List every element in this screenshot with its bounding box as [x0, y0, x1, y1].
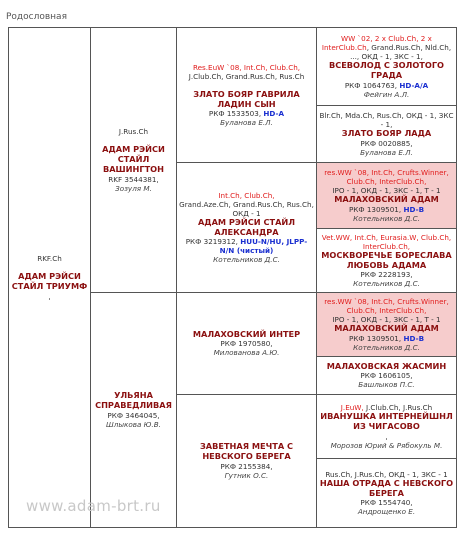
g5-cell: [317, 293, 457, 357]
g1-cell: [317, 28, 457, 106]
g2-name[interactable]: ЗЛАТО БОЯР ЛАДА: [341, 128, 432, 139]
g4-titles-highlight: Vet.WW, Int.Ch, Eurasia.W, Club.Ch, InterClub.Ch,: [321, 232, 452, 251]
sd-owner: Котельников Д.С.: [213, 255, 280, 265]
g4-reg: РКФ 2228193,: [360, 270, 413, 280]
g7-titles: J.Club.Ch, J.Rus.Ch: [366, 403, 433, 413]
ds-reg: РКФ 1970580,: [220, 339, 273, 349]
ss-owner: Буланова Е.Л.: [220, 118, 273, 128]
g8-name[interactable]: НАША ОТРАДА С НЕВСКОГО БЕРЕГА: [319, 477, 454, 498]
subject-title: RKF.Ch: [37, 254, 62, 264]
dd-name[interactable]: ЗАВЕТНАЯ МЕЧТА С НЕВСКОГО БЕРЕГА: [199, 441, 294, 461]
g5-titles: IPO - 1, ОКД - 1, ЗКС - 1, Т - 1: [332, 315, 441, 325]
subject-name[interactable]: АДАМ РЭЙСИ СТАЙЛ ТРИУМФ: [11, 271, 88, 291]
g5-reg: РКФ 1309501,: [348, 333, 402, 343]
g4-name[interactable]: МОСКВОРЕЧЬЕ БОРЕСЛАВА ЛЮБОВЬ АДАМА: [321, 249, 452, 270]
g7-cell: [317, 395, 457, 459]
g7-owner: Морозов Юрий & Рябокуль М.: [330, 440, 443, 450]
g1-titles-highlight: WW `02, 2 x Club.Ch, 2 x InterClub.Ch: [321, 34, 432, 53]
ss-name[interactable]: ЗЛАТО БОЯР ГАВРИЛА ЛАДИН СЫН: [193, 88, 300, 109]
dd-reg: РКФ 2155384,: [220, 461, 273, 471]
g8-owner: Андрощенко Е.: [357, 507, 416, 517]
g3-cell: [317, 163, 457, 229]
g8-titles: Rus.Ch, J.Rus.Ch, ОКД - 1, ЗКС - 1: [325, 469, 448, 479]
g2-titles: Blr.Ch, Mda.Ch, Rus.Ch, ОКД - 1, ЗКС - 1,: [319, 111, 454, 130]
g6-owner: Башлыков П.С.: [358, 380, 415, 390]
sd-name[interactable]: АДАМ РЭЙСИ СТАЙЛ АЛЕКСАНДРА: [197, 216, 296, 237]
sd-titles-highlight: Int.Ch, Club.Ch,: [218, 190, 275, 200]
g6-cell: [317, 357, 457, 395]
sire-owner: Зозуля М.: [115, 183, 152, 193]
g5-name[interactable]: МАЛАХОВСКИЙ АДАМ: [334, 323, 439, 334]
sire-titles: J.Rus.Ch: [118, 127, 149, 137]
dam-owner: Шлыкова Ю.В.: [106, 419, 161, 429]
g2-cell: [317, 106, 457, 163]
ss-titles-highlight: Res.EuW `08, Int.Ch, Club.Ch,: [192, 62, 301, 72]
g6-reg: РКФ 1606105,: [360, 371, 413, 381]
ds-name[interactable]: МАЛАХОВСКИЙ ИНТЕР: [192, 328, 301, 339]
pedigree-caption: Родословная: [6, 12, 67, 22]
sire-sire-cell: [177, 28, 317, 163]
g4-owner: Котельников Д.С.: [353, 279, 420, 289]
sd-reg: РКФ 3219312,: [185, 237, 238, 247]
site-watermark: www.adam-brt.ru: [26, 497, 161, 515]
g4-cell: [317, 229, 457, 293]
g1-owner: Фейгин А.Л.: [363, 89, 410, 99]
g8-reg: РКФ 1554740,: [360, 498, 413, 508]
g8-cell: [317, 459, 457, 528]
g5-titles-highlight: res.WW `08, Int.Ch, Crufts.Winner, Club.Ch, InterClub.Ch,: [324, 297, 449, 316]
g1-name[interactable]: ВСЕВОЛОД С ЗОЛОТОГО ГРАДА: [328, 60, 445, 80]
g3-owner: Котельников Д.С.: [353, 213, 420, 223]
g7-titles-highlight: J.EuW,: [340, 403, 364, 413]
dd-owner: Гутник О.С.: [224, 470, 269, 480]
dam-cell: [91, 293, 177, 528]
sire-cell: [91, 28, 177, 293]
sd-hd: HUU-N/HU, JLPP-N/N (чистый): [219, 237, 308, 256]
g1-reg: РКФ 1064763,: [344, 80, 398, 90]
g3-hd: HD-B: [403, 204, 425, 214]
dam-sire-cell: [177, 293, 317, 395]
g1-titles: , Grand.Rus.Ch, Nld.Ch, ..., ОКД - 1, ЗКС - 1,: [350, 43, 452, 62]
g3-reg: РКФ 1309501,: [348, 204, 402, 214]
dam-name[interactable]: УЛЬЯНА СПРАВЕДЛИВАЯ: [95, 390, 172, 410]
ss-reg: РКФ 1533503,: [208, 109, 262, 119]
g5-owner: Котельников Д.С.: [353, 342, 420, 352]
g2-reg: РКФ 0020885,: [360, 138, 413, 148]
g3-titles-highlight: res.WW `08, Int.Ch, Crufts.Winner, Club.Ch, InterClub.Ch,: [324, 168, 449, 187]
ss-hd: HD-A: [263, 109, 285, 119]
g7-name[interactable]: ИВАНУШКА ИНТЕРНЕЙШНЛ ИЗ ЧИГАСОВО: [320, 411, 453, 431]
g6-name[interactable]: МАЛАХОВСКАЯ ЖАСМИН: [326, 360, 447, 371]
dam-dam-cell: [177, 395, 317, 528]
g7-reg: ,: [385, 431, 388, 441]
g3-titles: IPO - 1, ОКД - 1, ЗКС - 1, Т - 1: [332, 186, 441, 196]
ss-titles: J.Club.Ch, Grand.Rus.Ch, Rus.Ch: [188, 71, 305, 81]
sire-dam-cell: [177, 163, 317, 293]
sd-titles: Grand.Aze.Ch, Grand.Rus.Ch, Rus.Ch, ОКД - 1: [179, 199, 314, 218]
g5-hd: HD-B: [403, 333, 425, 343]
sire-reg: RKF 3544381,: [108, 174, 159, 184]
g3-name[interactable]: МАЛАХОВСКИЙ АДАМ: [334, 194, 439, 205]
dam-reg: РКФ 3464045,: [107, 410, 160, 420]
pedigree-table: [8, 27, 457, 528]
g1-hd: HD-A/A: [399, 80, 429, 90]
g2-owner: Буланова Е.Л.: [360, 147, 413, 157]
ds-owner: Милованова А.Ю.: [213, 348, 280, 358]
sire-name[interactable]: АДАМ РЭЙСИ СТАЙЛ ВАШИНГТОН: [102, 144, 165, 174]
subject-dog-cell: RKF.Ch АДАМ РЭЙСИ СТАЙЛ ТРИУМФ ,: [9, 28, 91, 528]
